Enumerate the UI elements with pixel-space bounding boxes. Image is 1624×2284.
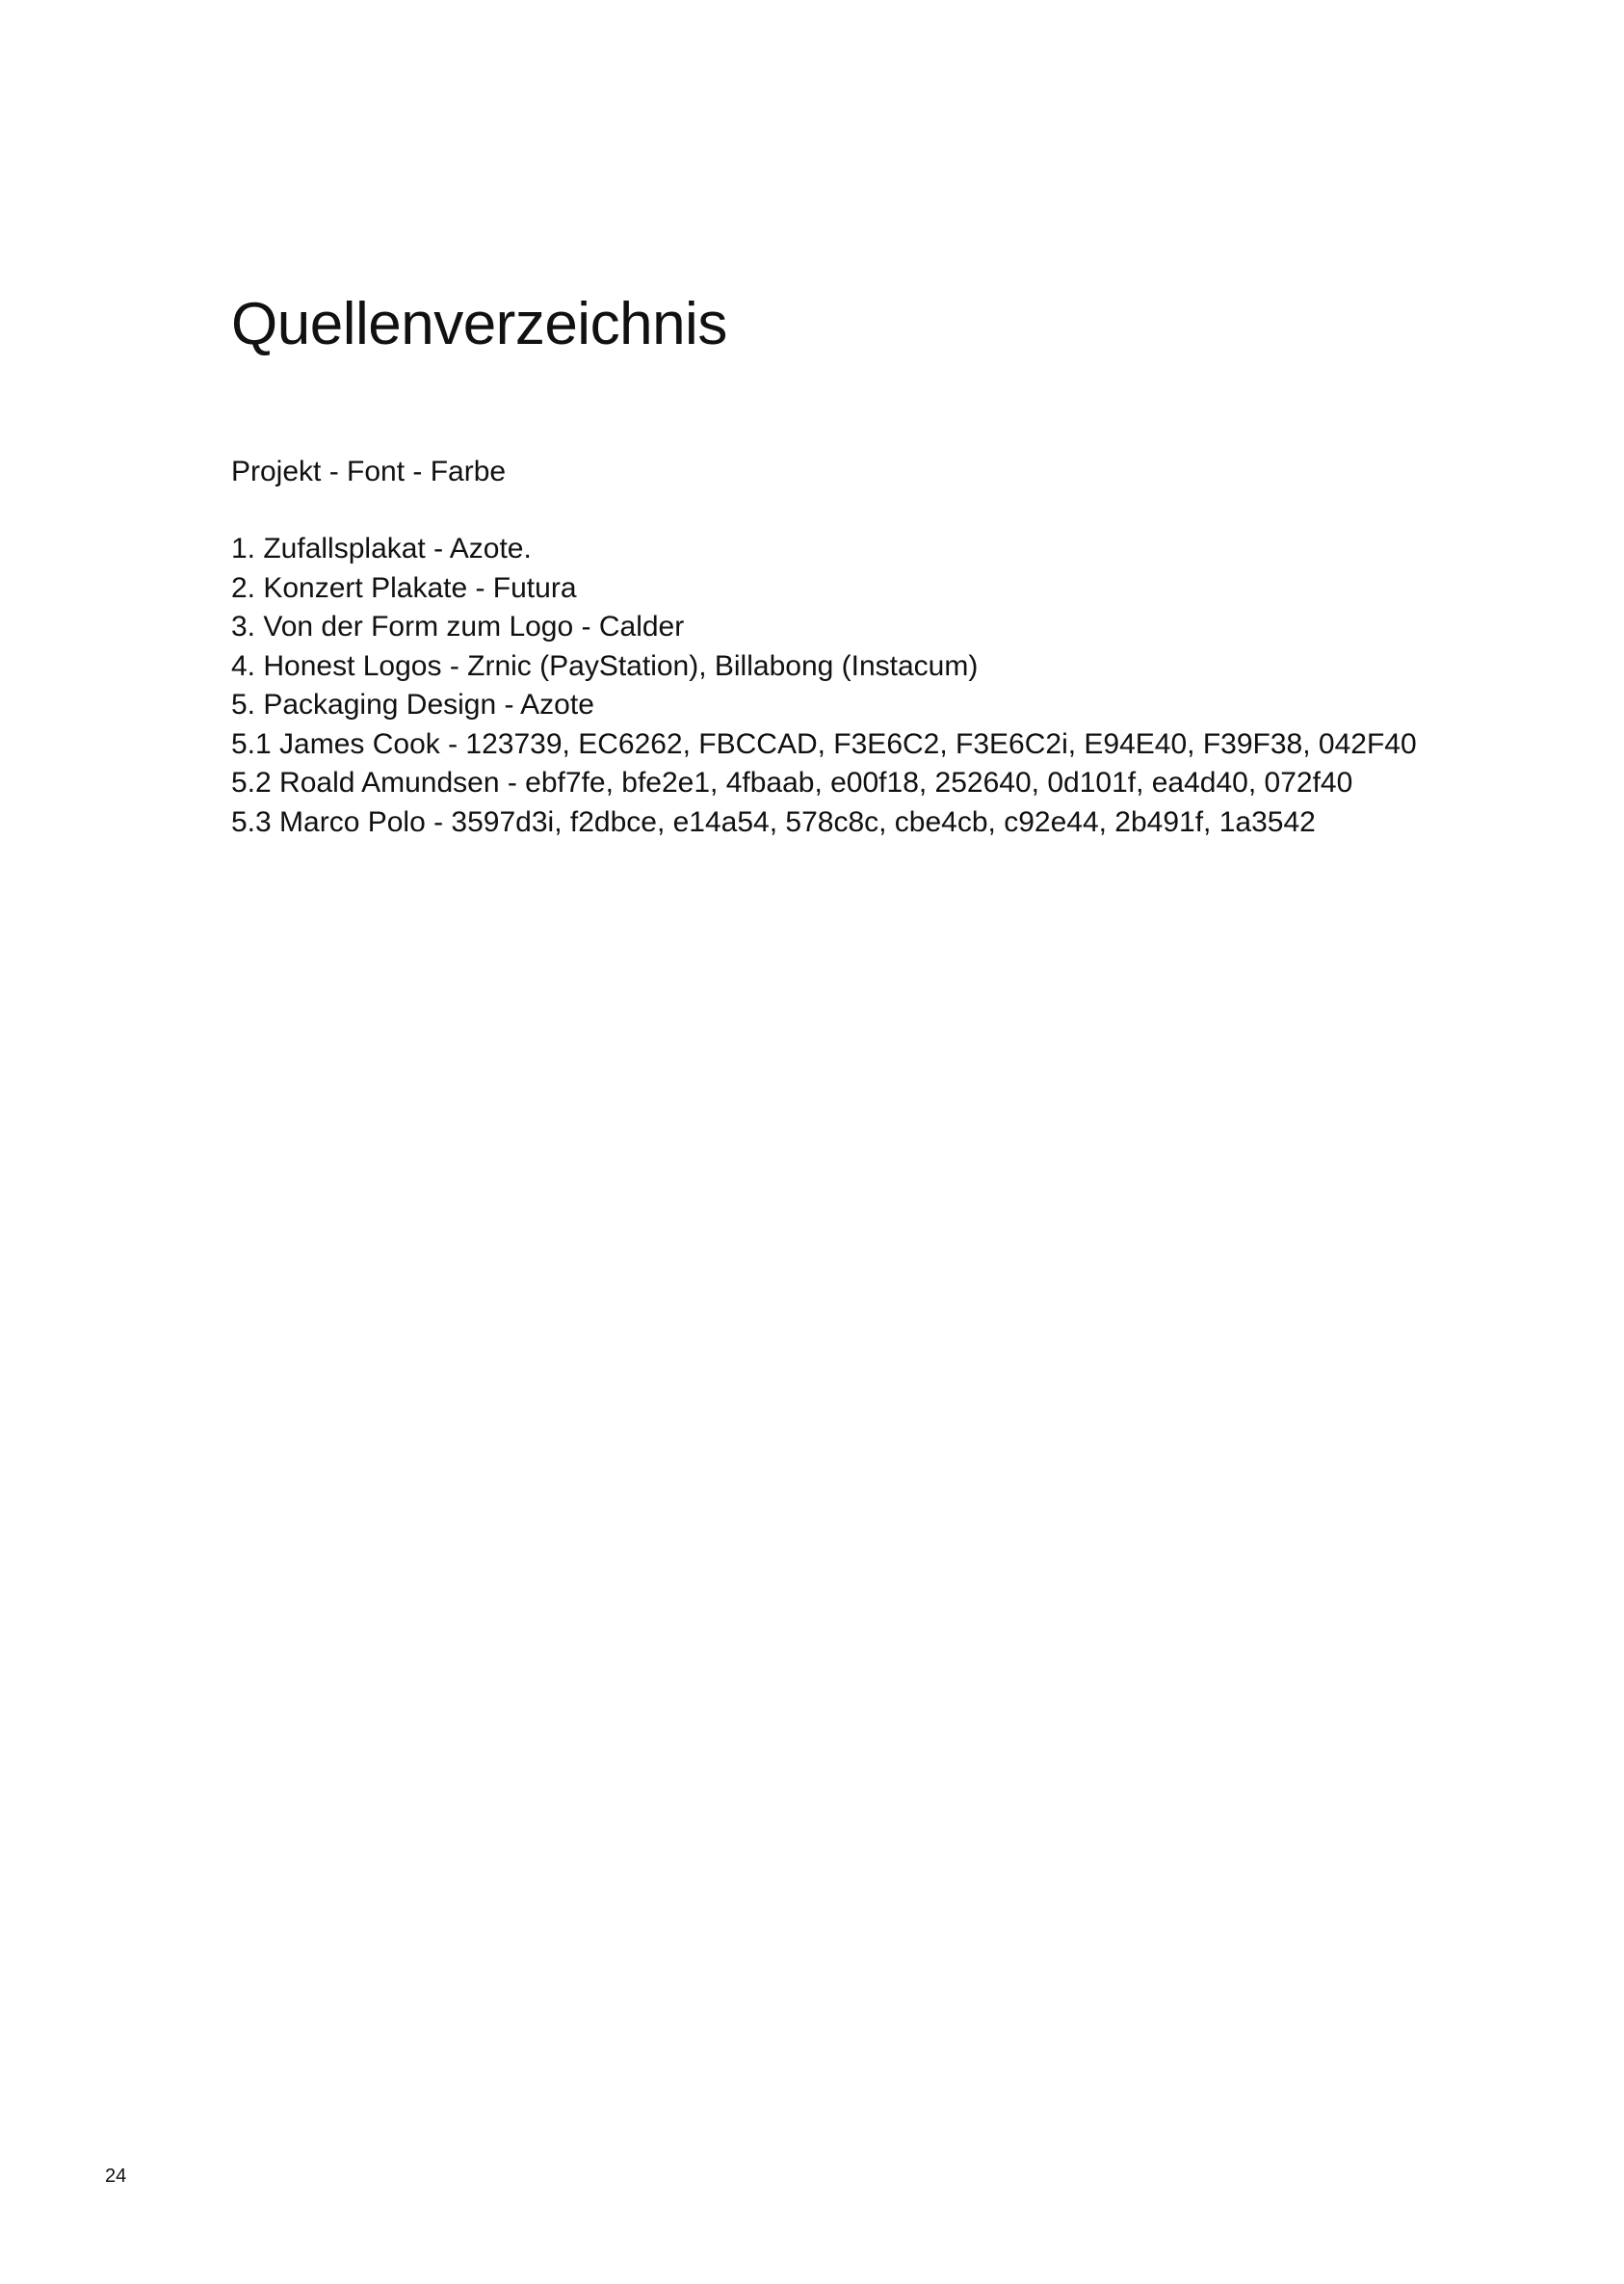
list-item: 5.2 Roald Amundsen - ebf7fe, bfe2e1, 4fbaab, e00f18, 252640, 0d101f, ea4d40, 072f40 (231, 767, 1353, 799)
list-item: 5.1 James Cook - 123739, EC6262, FBCCAD, F3E6C2, F3E6C2i, E94E40, F39F38, 042F40 (231, 727, 1417, 760)
source-list (231, 530, 1417, 842)
list-item: 5.3 Marco Polo - 3597d3i, f2dbce, e14a54, 578c8c, cbe4cb, c92e44, 2b491f, 1a3542 (231, 805, 1316, 838)
list-subtitle: Projekt - Font - Farbe (231, 456, 507, 487)
list-item: 4. Honest Logos - Zrnic (PayStation), Billabong (Instacum) (231, 649, 979, 682)
page-title: Quellenverzeichnis (231, 291, 727, 357)
list-item: 5. Packaging Design - Azote (231, 689, 594, 721)
page-number: 24 (105, 2166, 127, 2187)
list-item: 3. Von der Form zum Logo - Calder (231, 611, 685, 643)
list-item: 2. Konzert Plakate - Futura (231, 571, 577, 604)
list-item: 1. Zufallsplakat - Azote. (231, 533, 532, 564)
